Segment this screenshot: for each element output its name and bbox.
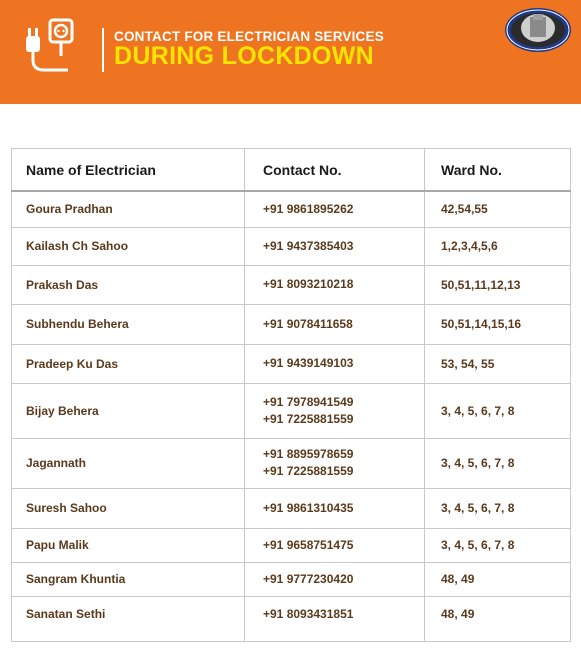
- electrician-name: Subhendu Behera: [12, 304, 245, 344]
- table-row: [12, 596, 571, 641]
- electrician-name: Sangram Khuntia: [12, 562, 245, 596]
- table-row: [12, 191, 571, 227]
- contact-number: [245, 488, 425, 528]
- contact-number: [245, 596, 425, 641]
- contact-number: [245, 438, 425, 488]
- electrician-table: [11, 148, 571, 642]
- table-row: [12, 344, 571, 383]
- electrician-name: Goura Pradhan: [12, 191, 245, 227]
- table-row: [12, 265, 571, 304]
- electrician-name: Suresh Sahoo: [12, 488, 245, 528]
- ward-numbers: 3, 4, 5, 6, 7, 8: [425, 383, 571, 438]
- contact-number: [245, 528, 425, 562]
- column-header-contact: Contact No.: [245, 149, 425, 192]
- phone-number: +91 8093431851: [263, 606, 354, 621]
- ward-numbers: 48, 49: [425, 596, 571, 641]
- header-divider: [102, 28, 104, 72]
- electrician-name: Jagannath: [12, 438, 245, 488]
- ward-numbers: 53, 54, 55: [425, 344, 571, 383]
- table-row: [12, 383, 571, 438]
- phone-number: +91 9777230420: [263, 571, 354, 586]
- phone-number: +91 9861310435: [263, 500, 354, 515]
- contact-number: [245, 304, 425, 344]
- header-title: CONTACT FOR ELECTRICIAN SERVICES: [114, 29, 384, 44]
- ward-numbers: 1,2,3,4,5,6: [425, 227, 571, 265]
- ward-numbers: 3, 4, 5, 6, 7, 8: [425, 528, 571, 562]
- table-row: [12, 438, 571, 488]
- ward-numbers: 3, 4, 5, 6, 7, 8: [425, 488, 571, 528]
- table-row: [12, 304, 571, 344]
- electrician-name: Kailash Ch Sahoo: [12, 227, 245, 265]
- phone-number: +91 7978941549: [263, 394, 354, 409]
- column-header-ward: Ward No.: [425, 149, 571, 192]
- table-row: [12, 227, 571, 265]
- electrician-name: Pradeep Ku Das: [12, 344, 245, 383]
- table-header-row: [12, 149, 571, 192]
- electrician-name: Sanatan Sethi: [12, 596, 245, 641]
- contact-number: [245, 344, 425, 383]
- contact-number: [245, 562, 425, 596]
- ward-numbers: 48, 49: [425, 562, 571, 596]
- contact-number: [245, 383, 425, 438]
- column-header-name: Name of Electrician: [12, 149, 245, 192]
- ward-numbers: 3, 4, 5, 6, 7, 8: [425, 438, 571, 488]
- electric-plug-socket-icon: [22, 16, 82, 76]
- contact-number: [245, 265, 425, 304]
- phone-number: +91 9439149103: [263, 356, 354, 370]
- table-row: [12, 488, 571, 528]
- ward-numbers: 50,51,14,15,16: [425, 304, 571, 344]
- phone-number: +91 9658751475: [263, 537, 354, 552]
- phone-number: +91 7225881559: [263, 464, 354, 478]
- phone-number: +91 7225881559: [263, 411, 354, 426]
- ward-numbers: 50,51,11,12,13: [425, 265, 571, 304]
- electrician-name: Bijay Behera: [12, 383, 245, 438]
- municipal-corporation-seal: [503, 4, 573, 54]
- phone-number: +91 9861895262: [263, 201, 354, 216]
- phone-number: +91 9437385403: [263, 238, 354, 253]
- contact-number: [245, 227, 425, 265]
- phone-number: +91 9078411658: [263, 316, 353, 331]
- header-banner: [0, 0, 581, 104]
- phone-number: +91 8895978659: [263, 447, 354, 461]
- header-subtitle: DURING LOCKDOWN: [114, 42, 375, 70]
- electrician-name: Papu Malik: [12, 528, 245, 562]
- table-row: [12, 528, 571, 562]
- ward-numbers: 42,54,55: [425, 191, 571, 227]
- contact-number: [245, 191, 425, 227]
- table-row: [12, 562, 571, 596]
- electrician-name: Prakash Das: [12, 265, 245, 304]
- phone-number: +91 8093210218: [263, 277, 354, 291]
